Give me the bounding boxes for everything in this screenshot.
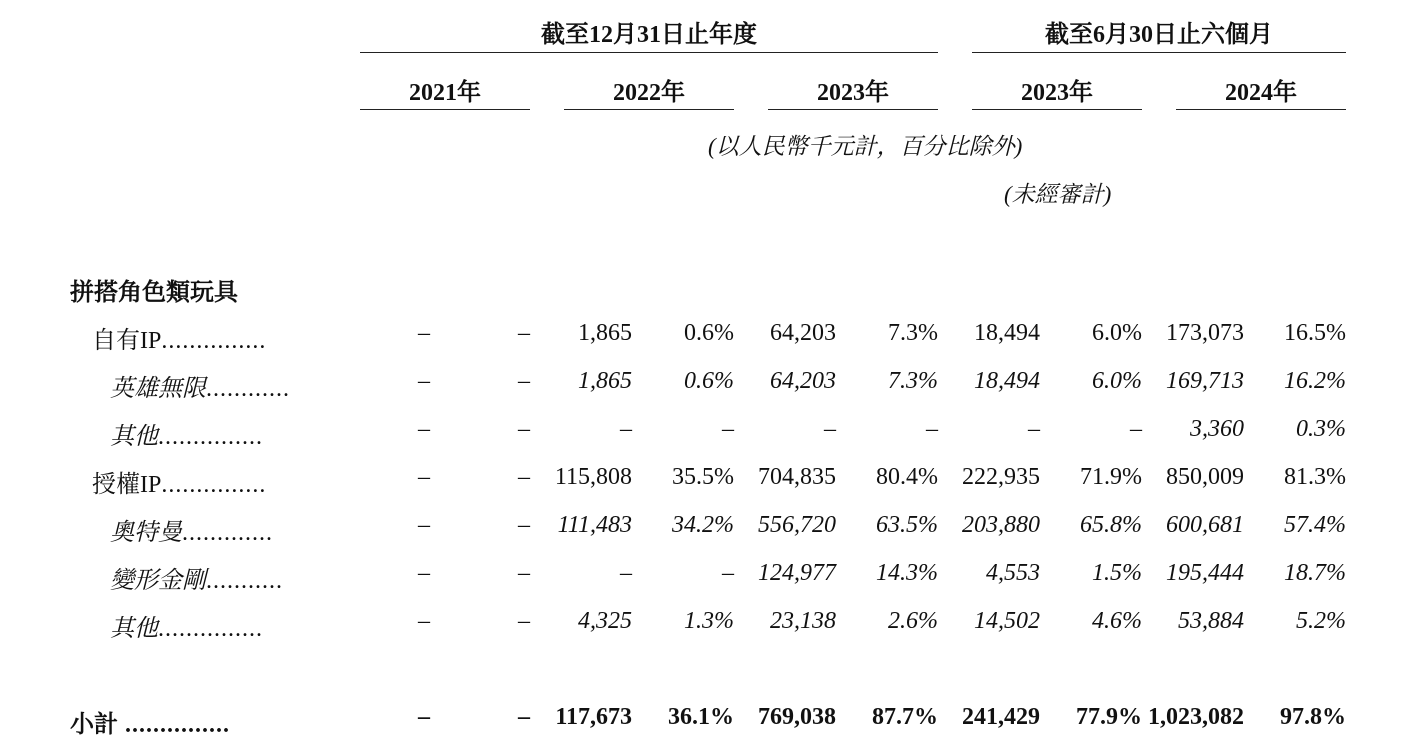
cell-2021-pct: – — [518, 512, 530, 538]
cell-2021-amount: – — [418, 512, 430, 538]
row-label-text: 變形金剛 — [110, 568, 206, 594]
row-label — [110, 416, 263, 451]
cell-2023fy-pct: 80.4% — [876, 464, 938, 490]
cell-2023h1-amount: 18,494 — [974, 320, 1040, 346]
row-label-text: 英雄無限 — [110, 376, 206, 402]
table-row — [0, 608, 1405, 648]
row-leader-dots: ............... — [158, 616, 263, 642]
cell-2023fy-pct: 87.7% — [872, 704, 938, 730]
row-leader-dots: ............... — [158, 424, 263, 450]
row-label — [70, 704, 230, 739]
cell-2021-amount: – — [418, 464, 430, 490]
cell-2022-pct: – — [722, 560, 734, 586]
cell-2022-pct: 1.3% — [684, 608, 734, 634]
row-leader-dots: ........... — [206, 568, 283, 594]
cell-2023fy-pct: 2.6% — [888, 608, 938, 634]
cell-2024h1-amount: 600,681 — [1166, 512, 1244, 538]
year-header-2024-6m: 2024年 — [1225, 80, 1297, 106]
cell-2021-pct: – — [518, 464, 530, 490]
table-row — [0, 464, 1405, 504]
cell-2023fy-amount: 124,977 — [758, 560, 836, 586]
cell-2021-pct: – — [518, 560, 530, 586]
cell-2021-amount: – — [418, 608, 430, 634]
cell-2022-pct: 0.6% — [684, 368, 734, 394]
cell-2023h1-amount: 203,880 — [962, 512, 1040, 538]
cell-2024h1-pct: 5.2% — [1296, 608, 1346, 634]
cell-2021-amount: – — [418, 704, 430, 730]
header-group-fiscal-year-rule — [360, 52, 938, 53]
cell-2022-pct: 0.6% — [684, 320, 734, 346]
cell-2022-amount: 111,483 — [557, 512, 632, 538]
cell-2024h1-amount: 1,023,082 — [1148, 704, 1244, 730]
cell-2024h1-pct: 16.5% — [1284, 320, 1346, 346]
year-header-2023-fy: 2023年 — [817, 80, 889, 106]
table-row — [0, 512, 1405, 552]
cell-2023h1-amount: 241,429 — [962, 704, 1040, 730]
table-row — [0, 416, 1405, 456]
cell-2022-pct: 35.5% — [672, 464, 734, 490]
row-label — [92, 464, 266, 499]
cell-2021-pct: – — [518, 320, 530, 346]
cell-2023fy-amount: 64,203 — [770, 320, 836, 346]
header-group-six-months-rule — [972, 52, 1346, 53]
row-label-text: 自有IP — [92, 328, 162, 354]
row-label-text: 奧特曼 — [110, 520, 182, 546]
year-header-2022: 2022年 — [613, 80, 685, 106]
cell-2022-pct: – — [722, 416, 734, 442]
cell-2023fy-pct: – — [926, 416, 938, 442]
cell-2024h1-amount: 850,009 — [1166, 464, 1244, 490]
cell-2023fy-amount: 769,038 — [758, 704, 836, 730]
cell-2021-amount: – — [418, 560, 430, 586]
year-rule-2023-fy — [768, 109, 938, 110]
cell-2023fy-pct: 14.3% — [876, 560, 938, 586]
cell-2024h1-amount: 195,444 — [1166, 560, 1244, 586]
cell-2021-amount: – — [418, 368, 430, 394]
year-rule-2022 — [564, 109, 734, 110]
table-row — [0, 560, 1405, 600]
cell-2024h1-amount: 169,713 — [1166, 368, 1244, 394]
cell-2021-amount: – — [418, 320, 430, 346]
cell-2022-amount: 4,325 — [578, 608, 632, 634]
row-label-text: 授權IP — [92, 472, 162, 498]
cell-2024h1-amount: 53,884 — [1178, 608, 1244, 634]
cell-2021-pct: – — [518, 416, 530, 442]
row-label-text: 其他 — [110, 424, 158, 450]
row-leader-dots: ............ — [206, 376, 290, 402]
cell-2024h1-pct: 16.2% — [1284, 368, 1346, 394]
year-header-2021: 2021年 — [409, 80, 481, 106]
cell-2023h1-pct: 1.5% — [1092, 560, 1142, 586]
row-label — [110, 512, 273, 547]
table-row — [0, 320, 1405, 360]
cell-2023fy-amount: – — [824, 416, 836, 442]
table-row — [0, 368, 1405, 408]
cell-2022-amount: 1,865 — [578, 320, 632, 346]
section-title: 拼搭角色類玩具 — [70, 280, 238, 306]
cell-2023h1-amount: 18,494 — [974, 368, 1040, 394]
table-row — [0, 704, 1405, 744]
cell-2021-pct: – — [518, 704, 530, 730]
cell-2023fy-amount: 23,138 — [770, 608, 836, 634]
year-rule-2024-6m — [1176, 109, 1346, 110]
cell-2023fy-amount: 64,203 — [770, 368, 836, 394]
unit-note: (以人民幣千元計，百分比除外) — [708, 134, 1023, 159]
header-group-six-months: 截至6月30日止六個月 — [1045, 22, 1273, 48]
cell-2024h1-amount: 3,360 — [1190, 416, 1244, 442]
cell-2023h1-pct: 6.0% — [1092, 368, 1142, 394]
cell-2022-amount: 115,808 — [554, 464, 632, 490]
cell-2023fy-amount: 704,835 — [758, 464, 836, 490]
row-leader-dots: ............... — [118, 712, 230, 738]
row-label — [110, 608, 263, 643]
cell-2023h1-pct: 6.0% — [1092, 320, 1142, 346]
cell-2023fy-pct: 63.5% — [876, 512, 938, 538]
cell-2022-pct: 36.1% — [668, 704, 734, 730]
row-label-text: 小計 — [70, 712, 118, 738]
cell-2023fy-pct: 7.3% — [888, 320, 938, 346]
cell-2024h1-amount: 173,073 — [1166, 320, 1244, 346]
cell-2024h1-pct: 97.8% — [1280, 704, 1346, 730]
row-label — [110, 368, 290, 403]
cell-2024h1-pct: 81.3% — [1284, 464, 1346, 490]
cell-2023h1-amount: 222,935 — [962, 464, 1040, 490]
row-leader-dots: ............. — [182, 520, 273, 546]
cell-2023h1-pct: – — [1130, 416, 1142, 442]
cell-2023h1-amount: 14,502 — [974, 608, 1040, 634]
row-label — [110, 560, 283, 595]
cell-2023h1-pct: 71.9% — [1080, 464, 1142, 490]
cell-2023h1-pct: 77.9% — [1076, 704, 1142, 730]
cell-2022-amount: – — [620, 560, 632, 586]
row-leader-dots: ............... — [161, 328, 267, 354]
cell-2024h1-pct: 57.4% — [1284, 512, 1346, 538]
cell-2024h1-pct: 0.3% — [1296, 416, 1346, 442]
row-leader-dots: ............... — [161, 472, 267, 498]
cell-2022-amount: 117,673 — [555, 704, 632, 730]
cell-2022-amount: – — [620, 416, 632, 442]
cell-2023h1-pct: 65.8% — [1080, 512, 1142, 538]
row-label-text: 其他 — [110, 616, 158, 642]
year-rule-2023-6m — [972, 109, 1142, 110]
unaudited-note: (未經審計) — [1004, 182, 1112, 207]
cell-2024h1-pct: 18.7% — [1284, 560, 1346, 586]
year-header-2023-6m: 2023年 — [1021, 80, 1093, 106]
cell-2023h1-amount: 4,553 — [986, 560, 1040, 586]
cell-2023h1-pct: 4.6% — [1092, 608, 1142, 634]
year-rule-2021 — [360, 109, 530, 110]
cell-2021-amount: – — [418, 416, 430, 442]
cell-2022-pct: 34.2% — [672, 512, 734, 538]
cell-2023fy-pct: 7.3% — [888, 368, 938, 394]
header-group-fiscal-year: 截至12月31日止年度 — [541, 22, 757, 48]
cell-2023fy-amount: 556,720 — [758, 512, 836, 538]
cell-2023h1-amount: – — [1028, 416, 1040, 442]
cell-2022-amount: 1,865 — [578, 368, 632, 394]
row-label — [92, 320, 266, 355]
cell-2021-pct: – — [518, 368, 530, 394]
cell-2021-pct: – — [518, 608, 530, 634]
